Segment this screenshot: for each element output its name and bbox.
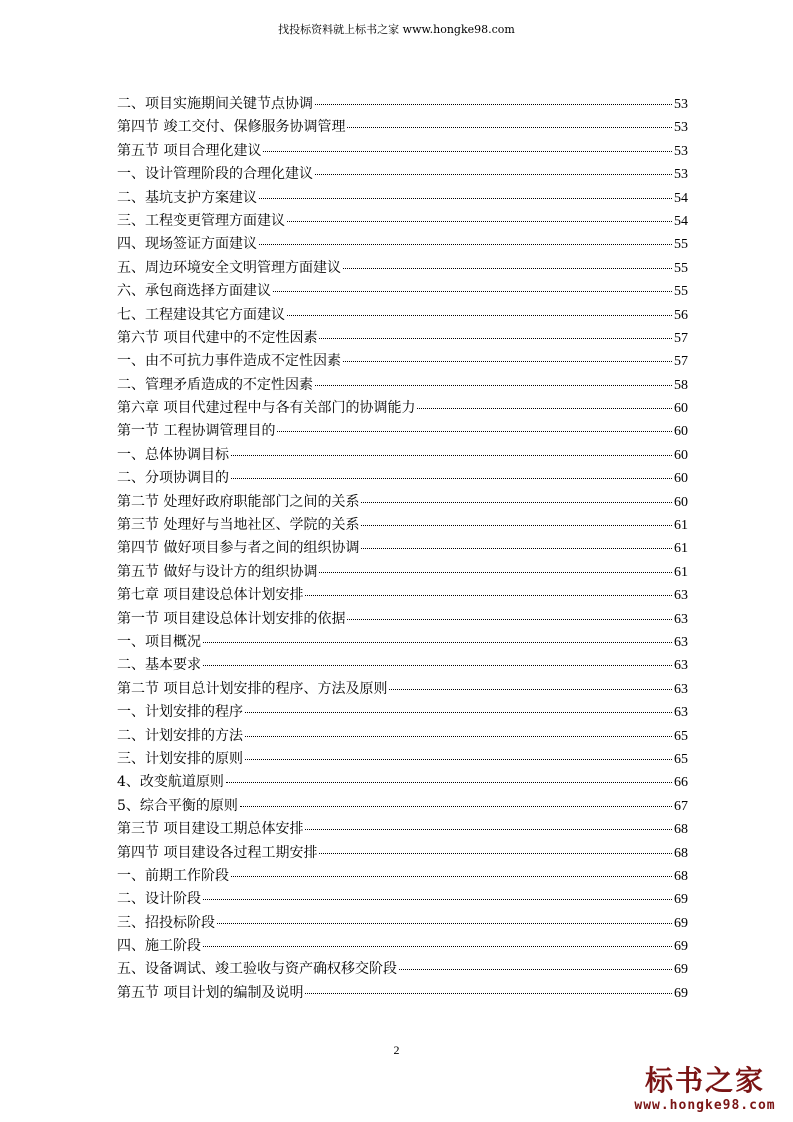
toc-leader-dots xyxy=(305,594,672,596)
toc-entry[interactable] xyxy=(117,912,688,935)
toc-entry-title: 第四节 竣工交付、保修服务协调管理 xyxy=(117,119,346,136)
toc-entry-title: 第三节 项目建设工期总体安排 xyxy=(117,821,304,838)
toc-leader-dots xyxy=(203,664,672,666)
toc-entry[interactable] xyxy=(117,233,688,256)
toc-leader-dots xyxy=(203,945,672,947)
toc-entry[interactable] xyxy=(117,420,688,443)
toc-entry-page: 57 xyxy=(674,354,688,370)
toc-entry-page: 60 xyxy=(674,424,688,440)
toc-entry[interactable] xyxy=(117,374,688,397)
toc-entry-page: 66 xyxy=(674,775,688,791)
toc-entry[interactable] xyxy=(117,725,688,748)
toc-entry[interactable] xyxy=(117,257,688,280)
toc-entry-page: 58 xyxy=(674,377,688,393)
toc-entry-page: 63 xyxy=(674,634,688,650)
toc-leader-dots xyxy=(226,781,672,783)
toc-leader-dots xyxy=(245,711,672,713)
toc-entry-title: 一、设计管理阶段的合理化建议 xyxy=(117,166,313,183)
toc-entry-page: 60 xyxy=(674,494,688,510)
toc-leader-dots xyxy=(203,641,672,643)
toc-entry[interactable] xyxy=(117,865,688,888)
toc-leader-dots xyxy=(315,384,672,386)
toc-entry-title: 4、改变航道原则 xyxy=(117,774,224,791)
toc-entry-title: 二、设计阶段 xyxy=(117,891,201,908)
toc-entry-title: 三、招投标阶段 xyxy=(117,914,215,931)
toc-entry-title: 第二节 处理好政府职能部门之间的关系 xyxy=(117,493,360,510)
toc-entry-page: 56 xyxy=(674,307,688,323)
toc-entry[interactable] xyxy=(117,514,688,537)
toc-entry-title: 5、综合平衡的原则 xyxy=(117,797,238,814)
toc-leader-dots xyxy=(217,922,672,924)
toc-leader-dots xyxy=(245,735,672,737)
toc-entry-page: 69 xyxy=(674,892,688,908)
toc-leader-dots xyxy=(361,524,672,526)
toc-entry-page: 68 xyxy=(674,822,688,838)
toc-entry-title: 二、项目实施期间关键节点协调 xyxy=(117,96,313,112)
toc-entry-title: 一、总体协调目标 xyxy=(117,446,229,463)
toc-entry[interactable] xyxy=(117,654,688,677)
toc-entry-page: 53 xyxy=(674,97,688,112)
toc-leader-dots xyxy=(240,805,672,807)
toc-entry-title: 二、基坑支护方案建议 xyxy=(117,189,257,206)
toc-entry[interactable] xyxy=(117,561,688,584)
toc-leader-dots xyxy=(347,126,672,128)
toc-leader-dots xyxy=(361,547,672,549)
toc-entry-page: 57 xyxy=(674,330,688,346)
toc-entry-page: 61 xyxy=(674,541,688,557)
toc-entry[interactable] xyxy=(117,93,688,116)
toc-entry-page: 53 xyxy=(674,143,688,159)
toc-entry-page: 55 xyxy=(674,260,688,276)
toc-entry-title: 四、施工阶段 xyxy=(117,938,201,955)
page-header: 找投标资料就上标书之家 www.hongke98.com xyxy=(278,23,515,36)
toc-entry-title: 第七章 项目建设总体计划安排 xyxy=(117,587,304,604)
toc-leader-dots xyxy=(245,758,672,760)
toc-leader-dots xyxy=(273,290,672,292)
toc-entry-page: 55 xyxy=(674,284,688,300)
toc-entry[interactable] xyxy=(117,958,688,981)
toc-entry[interactable] xyxy=(117,608,688,631)
toc-leader-dots xyxy=(231,477,672,479)
toc-entry-title: 七、工程建设其它方面建议 xyxy=(117,306,285,323)
toc-entry-page: 69 xyxy=(674,962,688,978)
page-number: 2 xyxy=(393,1043,400,1057)
table-of-contents xyxy=(117,93,688,1005)
toc-leader-dots xyxy=(277,430,672,432)
toc-entry[interactable] xyxy=(117,444,688,467)
toc-leader-dots xyxy=(343,267,672,269)
toc-entry-page: 60 xyxy=(674,401,688,417)
toc-entry-title: 六、承包商选择方面建议 xyxy=(117,283,271,300)
toc-entry-title: 第六章 项目代建过程中与各有关部门的协调能力 xyxy=(117,400,416,417)
toc-leader-dots xyxy=(319,571,672,573)
toc-entry[interactable] xyxy=(117,350,688,373)
toc-leader-dots xyxy=(287,220,672,222)
toc-entry-title: 二、基本要求 xyxy=(117,657,201,674)
toc-leader-dots xyxy=(417,407,672,409)
toc-entry[interactable] xyxy=(117,210,688,233)
toc-entry-page: 54 xyxy=(674,213,688,229)
toc-leader-dots xyxy=(287,314,672,316)
toc-leader-dots xyxy=(263,150,672,152)
toc-entry-title: 三、计划安排的原则 xyxy=(117,750,243,767)
toc-leader-dots xyxy=(203,898,672,900)
toc-leader-dots xyxy=(305,828,672,830)
toc-entry-page: 69 xyxy=(674,985,688,1001)
toc-entry-title: 一、计划安排的程序 xyxy=(117,704,243,721)
toc-entry-page: 60 xyxy=(674,471,688,487)
toc-leader-dots xyxy=(315,173,672,175)
toc-leader-dots xyxy=(305,992,672,994)
toc-entry-title: 第二节 项目总计划安排的程序、方法及原则 xyxy=(117,680,388,697)
toc-entry-page: 61 xyxy=(674,564,688,580)
toc-entry-title: 第一节 工程协调管理目的 xyxy=(117,423,276,440)
brand-logo xyxy=(631,1064,779,1114)
toc-entry[interactable] xyxy=(117,397,688,420)
toc-entry-page: 65 xyxy=(674,751,688,767)
toc-entry-page: 65 xyxy=(674,728,688,744)
toc-entry-title: 二、计划安排的方法 xyxy=(117,727,243,744)
toc-entry[interactable] xyxy=(117,537,688,560)
toc-entry[interactable] xyxy=(117,678,688,701)
toc-entry-title: 一、由不可抗力事件造成不定性因素 xyxy=(117,353,341,370)
toc-leader-dots xyxy=(259,243,672,245)
toc-entry-title: 第五节 项目计划的编制及说明 xyxy=(117,984,304,1001)
toc-entry[interactable] xyxy=(117,584,688,607)
toc-entry-title: 二、分项协调目的 xyxy=(117,470,229,487)
toc-entry[interactable] xyxy=(117,795,688,818)
toc-entry[interactable] xyxy=(117,491,688,514)
toc-entry-title: 第四节 做好项目参与者之间的组织协调 xyxy=(117,540,360,557)
toc-entry[interactable] xyxy=(117,187,688,210)
toc-entry[interactable] xyxy=(117,818,688,841)
toc-entry-page: 55 xyxy=(674,237,688,253)
toc-entry-page: 68 xyxy=(674,845,688,861)
toc-entry[interactable] xyxy=(117,631,688,654)
toc-leader-dots xyxy=(231,875,672,877)
toc-leader-dots xyxy=(343,360,672,362)
toc-entry-page: 63 xyxy=(674,658,688,674)
toc-entry-title: 四、现场签证方面建议 xyxy=(117,236,257,253)
toc-entry-page: 53 xyxy=(674,167,688,183)
toc-leader-dots xyxy=(259,197,672,199)
toc-entry-page: 63 xyxy=(674,705,688,721)
toc-entry-page: 67 xyxy=(674,798,688,814)
toc-entry-title: 一、项目概况 xyxy=(117,633,201,650)
toc-entry-page: 68 xyxy=(674,868,688,884)
toc-entry-page: 53 xyxy=(674,120,688,136)
toc-entry[interactable] xyxy=(117,116,688,139)
toc-entry[interactable] xyxy=(117,467,688,490)
toc-entry-title: 第五节 项目合理化建议 xyxy=(117,142,262,159)
toc-entry[interactable] xyxy=(117,982,688,1005)
toc-entry-title: 第三节 处理好与当地社区、学院的关系 xyxy=(117,517,360,534)
toc-entry-title: 二、管理矛盾造成的不定性因素 xyxy=(117,376,313,393)
toc-entry-title: 第五节 做好与设计方的组织协调 xyxy=(117,563,318,580)
toc-entry-page: 69 xyxy=(674,939,688,955)
toc-entry-page: 69 xyxy=(674,915,688,931)
toc-entry[interactable] xyxy=(117,748,688,771)
toc-leader-dots xyxy=(315,103,672,105)
toc-entry[interactable] xyxy=(117,163,688,186)
toc-leader-dots xyxy=(347,618,672,620)
toc-entry[interactable] xyxy=(117,701,688,724)
toc-entry[interactable] xyxy=(117,140,688,163)
toc-entry-page: 60 xyxy=(674,447,688,463)
toc-leader-dots xyxy=(389,688,672,690)
toc-entry-title: 五、设备调试、竣工验收与资产确权移交阶段 xyxy=(117,961,397,978)
toc-entry-page: 61 xyxy=(674,518,688,534)
toc-entry[interactable] xyxy=(117,327,688,350)
toc-entry-page: 63 xyxy=(674,611,688,627)
toc-leader-dots xyxy=(399,968,672,970)
toc-leader-dots xyxy=(319,852,672,854)
toc-entry-title: 三、工程变更管理方面建议 xyxy=(117,212,285,229)
toc-entry[interactable] xyxy=(117,304,688,327)
toc-entry-title: 第六节 项目代建中的不定性因素 xyxy=(117,329,318,346)
logo-url: www.hongke98.com xyxy=(634,1098,776,1113)
toc-entry-title: 五、周边环境安全文明管理方面建议 xyxy=(117,259,341,276)
toc-entry-page: 54 xyxy=(674,190,688,206)
toc-entry-page: 63 xyxy=(674,588,688,604)
toc-leader-dots xyxy=(319,337,672,339)
toc-entry-title: 第一节 项目建设总体计划安排的依据 xyxy=(117,610,346,627)
toc-leader-dots xyxy=(231,454,672,456)
toc-entry-page: 63 xyxy=(674,681,688,697)
logo-title: 标书之家 xyxy=(644,1064,765,1097)
toc-leader-dots xyxy=(361,501,672,503)
toc-entry[interactable] xyxy=(117,842,688,865)
toc-entry-title: 第四节 项目建设各过程工期安排 xyxy=(117,844,318,861)
toc-entry[interactable] xyxy=(117,935,688,958)
toc-entry[interactable] xyxy=(117,280,688,303)
toc-entry[interactable] xyxy=(117,771,688,794)
toc-entry-title: 一、前期工作阶段 xyxy=(117,867,229,884)
toc-entry[interactable] xyxy=(117,888,688,911)
